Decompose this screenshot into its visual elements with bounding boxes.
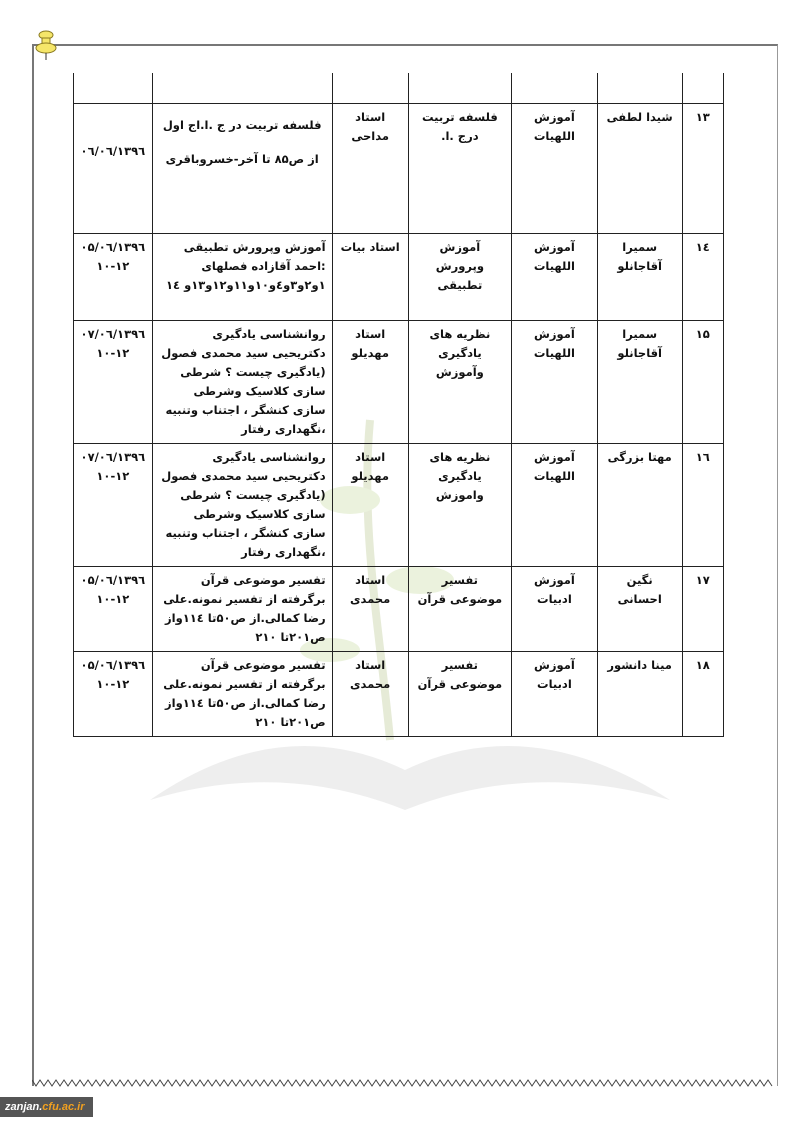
row-number: ۱۸ [682,652,723,737]
table-row [74,73,724,104]
teacher-name: استاد بیات [332,234,408,321]
exam-date-cell [74,444,153,567]
table-row [74,444,724,567]
student-name: مهتا بزرگی [597,444,682,567]
exam-source: تفسیر موضوعی قرآن برگرفته از تفسیر نمونه.علی رضا کمالی.از ص۵۰تا ١١٤واز ص۲۰۱تا ۲۱۰ [152,652,332,737]
exam-date: ۱۳۹٦/۰٦/۰۵ [80,573,146,587]
row-number: ۱۷ [682,567,723,652]
exam-time: ۱۰-۱۲ [96,469,130,483]
exam-date-cell [74,652,153,737]
exam-date-cell [74,234,153,321]
student-name: مینا دانشور [597,652,682,737]
exam-time: ۱۰-۱۲ [96,346,130,360]
teacher-name: استاد محمدی [332,652,408,737]
exam-date: ۱۳۹٦/۰٦/۰۷ [80,450,146,464]
exam-source: آموزش وپرورش تطبیقی :احمد آقازاده فصلهای ۱و۲و۳و٤و۱۰و۱۱و۱۲و۱۳و ١٤ [152,234,332,321]
exam-time: ۱۰-۱۲ [96,259,130,273]
exam-date-cell [74,321,153,444]
table-row [74,652,724,737]
teacher-name: استاد مهدیلو [332,321,408,444]
table-row [74,567,724,652]
exam-source: تفسیر موضوعی قرآن برگرفته از تفسیر نمونه.علی رضا کمالی.از ص۵۰تا ١١٤واز ص۲۰۱تا ۲۱۰ [152,567,332,652]
exam-date: ۱۳۹٦/۰٦/۰۵ [80,658,146,672]
field-of-study: آموزش اللهیات [512,234,598,321]
field-of-study: آموزش ادبیات [512,567,598,652]
pushpin-icon [34,30,58,60]
table-row [74,234,724,321]
course-name: فلسفه تربیت درج .ا. [408,104,511,234]
field-of-study: آموزش اللهیات [512,444,598,567]
exam-date-cell [74,104,153,234]
zigzag-border [32,1078,775,1088]
teacher-name: استاد محمدی [332,567,408,652]
course-name: نظریه های یادگیری واموزش [408,444,511,567]
course-name: آموزش وپرورش تطبیقی [408,234,511,321]
site-logo[interactable]: zanjan.cfu.ac.ir [0,1097,93,1117]
exam-date: ۱۳۹٦/۰٦/۰۷ [80,327,146,341]
row-number: ۱٦ [682,444,723,567]
exam-date: ۱۳۹٦/۰٦/۰٦ [80,144,146,158]
course-name: تفسیر موضوعی قرآن [408,652,511,737]
course-name: نظریه های یادگیری وآموزش [408,321,511,444]
teacher-name: استاد مداحی [332,104,408,234]
table-row [74,104,724,234]
teacher-name: استاد مهدیلو [332,444,408,567]
row-number: ۱۵ [682,321,723,444]
row-number: ۱۳ [682,104,723,234]
student-name: شیدا لطفی [597,104,682,234]
student-name: سمیرا آقاجانلو [597,234,682,321]
table-row [74,321,724,444]
exam-source: روانشناسی یادگیری دکتریحیی سید محمدی فصول (یادگیری چیست ؟ شرطی سازی کلاسیک وشرطی سازی کنشگر ، اجتناب وتنبیه ،نگهداری رفتار [152,321,332,444]
field-of-study: آموزش اللهیات [512,321,598,444]
field-of-study: آموزش اللهیات [512,104,598,234]
exam-time: ۱۰-۱۲ [96,677,130,691]
exam-date-cell [74,567,153,652]
exam-source: فلسفه تربیت در ج .ا.اج اول از ص۸۵ تا آخر-خسروباقری [152,104,332,234]
exam-source: روانشناسی یادگیری دکتریحیی سید محمدی فصول (یادگیری چیست ؟ شرطی سازی کلاسیک وشرطی سازی کنشگر ، اجتناب وتنبیه ،نگهداری رفتار [152,444,332,567]
field-of-study: آموزش ادبیات [512,652,598,737]
row-number: ١٤ [682,234,723,321]
course-name: تفسیر موضوعی قرآن [408,567,511,652]
exam-schedule-table [73,73,724,737]
student-name: سمیرا آقاجانلو [597,321,682,444]
exam-date: ۱۳۹٦/۰٦/۰۵ [80,240,146,254]
student-name: نگین احسانی [597,567,682,652]
exam-time: ۱۰-۱۲ [96,592,130,606]
